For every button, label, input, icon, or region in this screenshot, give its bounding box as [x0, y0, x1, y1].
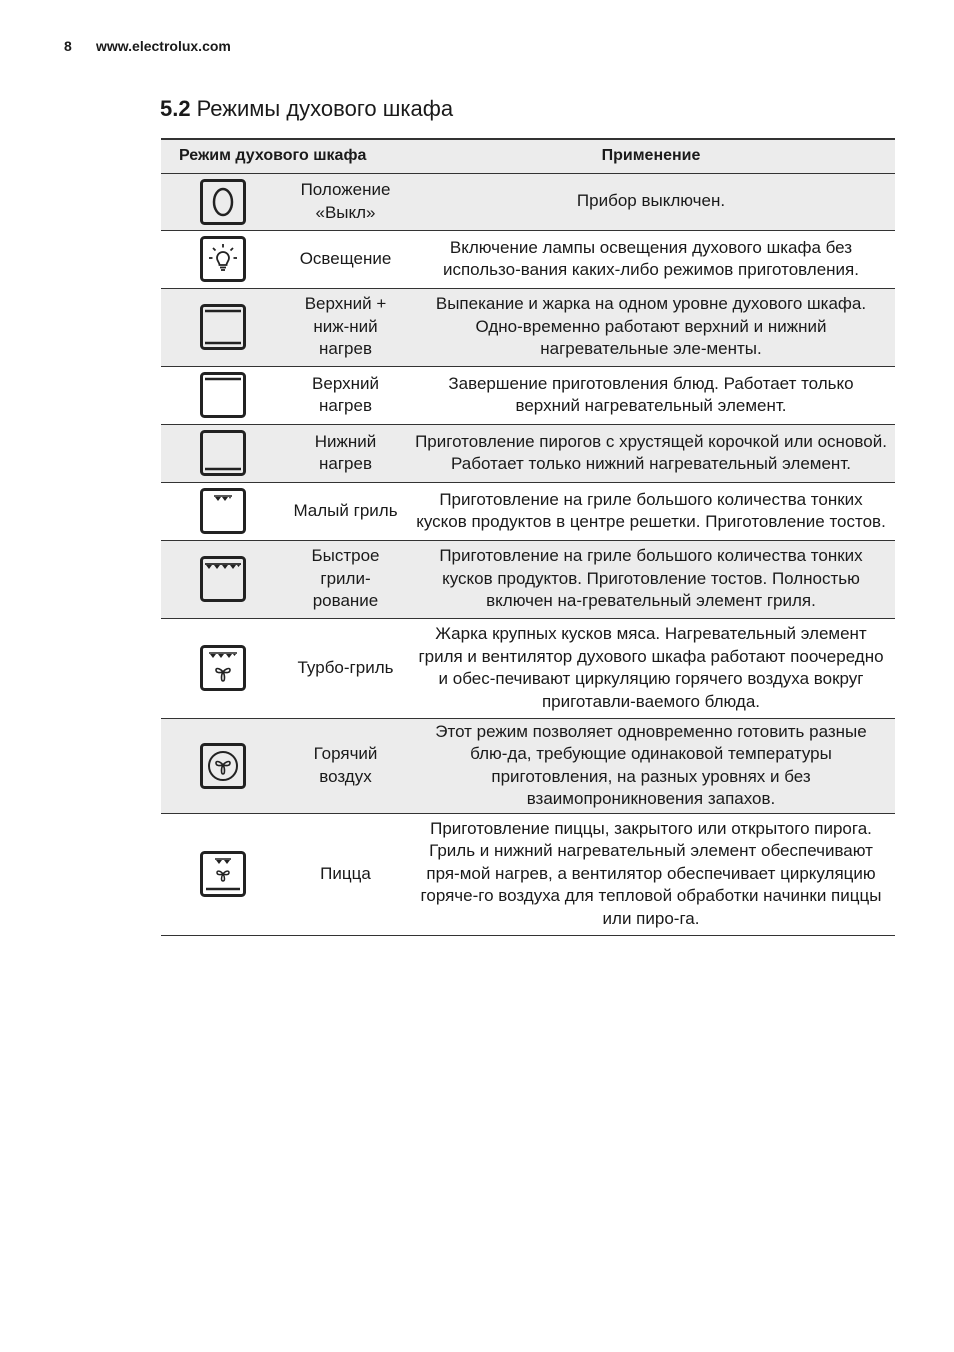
icon-cell [161, 173, 284, 230]
oven-modes-table [161, 138, 895, 936]
pizza-icon [200, 851, 246, 897]
section-title-text: Режимы духового шкафа [196, 96, 454, 121]
table-row [161, 482, 895, 540]
mode-name: Малый гриль [284, 482, 407, 540]
table-row [161, 718, 895, 813]
table-header-row [161, 139, 895, 173]
icon-cell [161, 482, 284, 540]
icon-cell [161, 366, 284, 424]
mode-name: Освещение [284, 230, 407, 288]
turbo-grill-icon [200, 645, 246, 691]
icon-cell [161, 424, 284, 482]
light-bulb-icon [200, 236, 246, 282]
hot-air-fan-icon [200, 743, 246, 789]
section-number: 5.2 [160, 96, 191, 121]
mode-description: Включение лампы освещения духового шкафа без использо-вания каких-либо режимов приготовления. [407, 230, 895, 288]
icon-cell [161, 813, 284, 935]
mode-name: Положение «Выкл» [284, 173, 407, 230]
small-grill-icon [200, 488, 246, 534]
mode-name: Нижний нагрев [284, 424, 407, 482]
icon-cell [161, 540, 284, 618]
section-title [160, 96, 453, 122]
mode-name: Турбо-гриль [284, 618, 407, 718]
mode-name: Горячий воздух [284, 718, 407, 813]
off-zero-icon [200, 179, 246, 225]
mode-name: Верхний нагрев [284, 366, 407, 424]
icon-cell [161, 288, 284, 366]
page-number: 8 [64, 38, 72, 54]
page-header [64, 38, 231, 54]
fast-grill-icon [200, 556, 246, 602]
mode-description: Приготовление пиццы, закрытого или открытого пирога. Гриль и нижний нагревательный элемент обеспечивают пря-мой нагрев, а вентилятор обеспечивает циркуляцию горяче-го воздуха для тепловой обработки начинки пиццы или пиро-га. [407, 813, 895, 935]
mode-description: Приготовление на гриле большого количества тонких кусков продуктов. Приготовление тостов. Полностью включен на-гревательный элемент гриля. [407, 540, 895, 618]
mode-description: Приготовление пирогов с хрустящей корочкой или основой. Работает только нижний нагревательный элемент. [407, 424, 895, 482]
column-header-mode: Режим духового шкафа [161, 139, 407, 173]
mode-description: Выпекание и жарка на одном уровне духового шкафа. Одно-временно работают верхний и нижний нагревательные эле-менты. [407, 288, 895, 366]
icon-cell [161, 618, 284, 718]
icon-cell [161, 718, 284, 813]
table-row [161, 813, 895, 935]
bottom-heat-icon [200, 430, 246, 476]
mode-description: Приготовление на гриле большого количества тонких кусков продуктов в центре решетки. Приготовление тостов. [407, 482, 895, 540]
table-row [161, 540, 895, 618]
mode-name: Пицца [284, 813, 407, 935]
table-row [161, 173, 895, 230]
mode-name: Верхний + ниж-ний нагрев [284, 288, 407, 366]
mode-name: Быстрое грили-рование [284, 540, 407, 618]
table-row [161, 424, 895, 482]
table-row [161, 366, 895, 424]
mode-description: Завершение приготовления блюд. Работает только верхний нагревательный элемент. [407, 366, 895, 424]
table-row [161, 230, 895, 288]
column-header-application: Применение [407, 139, 895, 173]
website-link[interactable]: www.electrolux.com [96, 38, 231, 54]
top-bottom-heat-icon [200, 304, 246, 350]
icon-cell [161, 230, 284, 288]
table-row [161, 288, 895, 366]
table-row [161, 618, 895, 718]
mode-description: Жарка крупных кусков мяса. Нагревательный элемент гриля и вентилятор духового шкафа работают поочередно и обес-печивают циркуляцию горячего воздуха вокруг приготавли-ваемого блюда. [407, 618, 895, 718]
mode-description: Прибор выключен. [407, 173, 895, 230]
mode-description: Этот режим позволяет одновременно готовить разные блю-да, требующие одинаковой температуры приготовления, на разных уровнях и без взаимопроникновения запахов. [407, 718, 895, 813]
top-heat-icon [200, 372, 246, 418]
